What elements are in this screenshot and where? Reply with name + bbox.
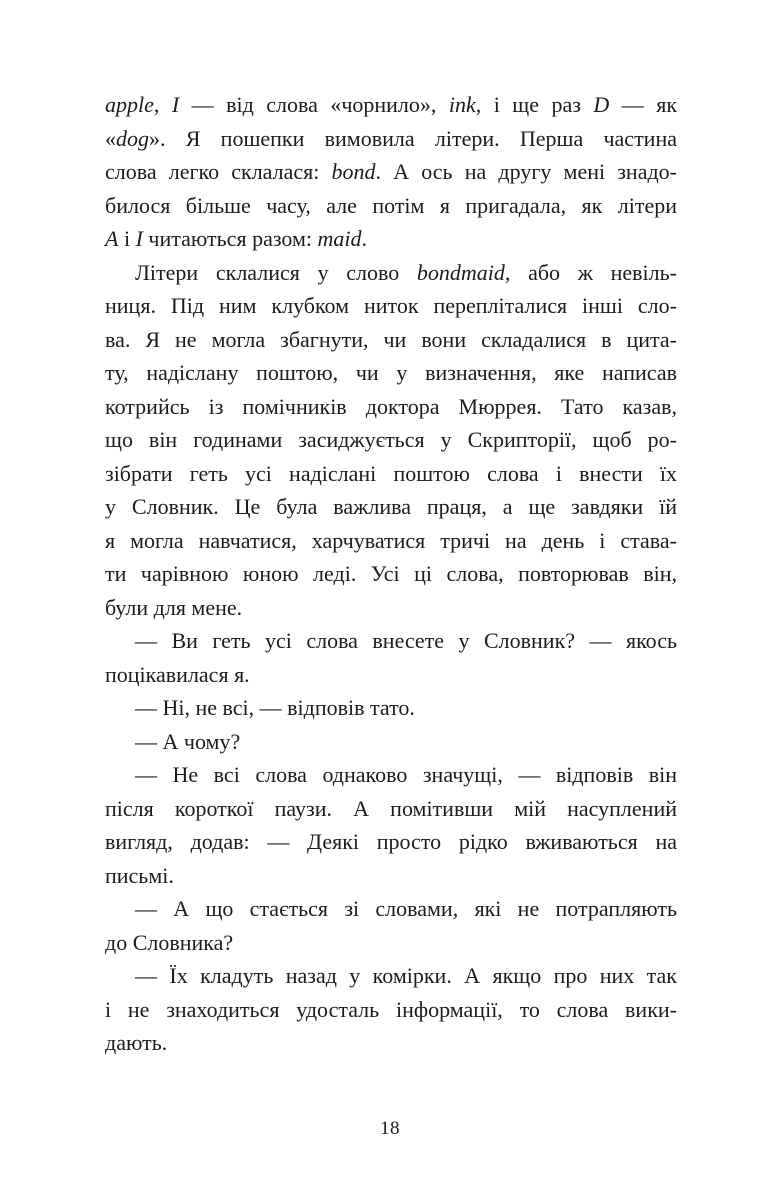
text-line bbox=[105, 524, 677, 558]
italic-run: I bbox=[171, 92, 180, 117]
text-line bbox=[105, 557, 677, 591]
text-run: ». Я пошепки вимовила літери. Перша частина bbox=[149, 125, 677, 151]
text-run: ту, надіслану поштою, чи у визначення, яке написав bbox=[105, 360, 677, 385]
italic-run: D bbox=[593, 92, 610, 117]
text-run: у Словник. Це була важлива праця, а ще завдяки їй bbox=[105, 494, 677, 519]
text-line bbox=[105, 993, 677, 1027]
text-run: . А ось на другу мені знадо- bbox=[375, 159, 677, 184]
text-line bbox=[105, 256, 677, 290]
text-run: я могла навчатися, харчуватися тричі на день і става- bbox=[105, 527, 677, 553]
text-line bbox=[105, 222, 677, 256]
italic-run: dog bbox=[116, 125, 149, 151]
text-line bbox=[105, 758, 677, 792]
text-block bbox=[105, 88, 677, 1060]
paragraph bbox=[105, 691, 677, 725]
paragraph bbox=[105, 725, 677, 759]
italic-run: apple bbox=[105, 92, 154, 117]
page-number: 18 bbox=[380, 1118, 400, 1139]
text-run: — А чому? bbox=[135, 728, 241, 754]
text-line bbox=[105, 88, 677, 122]
text-run: були для мене. bbox=[105, 594, 243, 620]
paragraph bbox=[105, 88, 677, 256]
text-line bbox=[105, 457, 677, 491]
text-line bbox=[105, 189, 677, 223]
text-line bbox=[105, 959, 677, 993]
paragraph bbox=[105, 959, 677, 1060]
italic-run: A bbox=[105, 226, 119, 251]
text-run: — як bbox=[609, 92, 678, 117]
text-line bbox=[105, 859, 677, 893]
text-run: , bbox=[153, 92, 172, 117]
paragraph bbox=[105, 892, 677, 959]
text-run: . bbox=[361, 226, 368, 251]
text-line bbox=[105, 658, 677, 692]
text-run: письмі. bbox=[105, 862, 174, 888]
text-line bbox=[105, 390, 677, 424]
text-run: вигляд, додав: — Деякі просто рідко вживаються на bbox=[105, 829, 677, 854]
text-line bbox=[105, 490, 677, 524]
text-line bbox=[105, 892, 677, 926]
text-line bbox=[105, 289, 677, 323]
text-run: ва. Я не могла збагнути, чи вони складалися в цита- bbox=[105, 326, 677, 352]
text-run: , або ж невіль- bbox=[504, 259, 677, 285]
text-run: ти чарівною юною леді. Усі ці слова, повторював він, bbox=[105, 561, 677, 586]
text-run: , і ще раз bbox=[475, 92, 594, 117]
text-run: « bbox=[105, 125, 116, 151]
text-line bbox=[105, 725, 677, 759]
text-run: котрийсь із помічників доктора Мюррея. Тато казав, bbox=[105, 393, 677, 419]
text-line bbox=[105, 423, 677, 457]
text-run: ниця. Під ним клубком ниток перепліталися інші сло- bbox=[105, 293, 677, 318]
paragraph bbox=[105, 256, 677, 625]
text-run: билося більше часу, але потім я пригадала, як літери bbox=[105, 192, 677, 218]
text-line bbox=[105, 926, 677, 960]
text-run: слова легко склалася: bbox=[105, 159, 332, 184]
text-run: — Ні, не всі, — відповів тато. bbox=[135, 695, 415, 720]
text-line bbox=[105, 792, 677, 826]
text-run: — від слова «чорнило», bbox=[179, 92, 449, 117]
italic-run: ink bbox=[448, 92, 476, 117]
text-run: Літери склалися у слово bbox=[135, 259, 417, 285]
text-run: і не знаходиться удосталь інформації, то слова вики- bbox=[105, 996, 677, 1022]
text-run: — Ви геть усі слова внесете у Словник? — якось bbox=[135, 628, 677, 653]
text-line bbox=[105, 356, 677, 390]
text-line bbox=[105, 1026, 677, 1060]
text-run: поцікавилася я. bbox=[105, 661, 250, 687]
text-run: дають. bbox=[105, 1030, 168, 1055]
paragraph bbox=[105, 624, 677, 691]
text-line bbox=[105, 691, 677, 725]
italic-run: maid bbox=[317, 226, 362, 251]
text-line bbox=[105, 122, 677, 156]
italic-run: bond bbox=[331, 159, 376, 184]
text-line bbox=[105, 591, 677, 625]
text-run: — Не всі слова однаково значущі, — відповів він bbox=[135, 762, 677, 787]
italic-run: I bbox=[135, 226, 143, 251]
text-run: — Їх кладуть назад у комірки. А якщо про них так bbox=[135, 963, 677, 988]
text-run: і bbox=[118, 226, 136, 251]
italic-run: bondmaid bbox=[416, 259, 505, 285]
text-line bbox=[105, 624, 677, 658]
text-run: читаються разом: bbox=[142, 226, 318, 251]
text-line bbox=[105, 155, 677, 189]
text-run: — А що стається зі словами, які не потрапляють bbox=[135, 896, 677, 921]
text-line bbox=[105, 323, 677, 357]
text-run: до Словника? bbox=[105, 929, 234, 955]
text-run: після короткої паузи. А помітивши мій насуплений bbox=[105, 795, 677, 821]
text-line bbox=[105, 825, 677, 859]
paragraph bbox=[105, 758, 677, 892]
text-run: що він годинами засиджується у Скрипторії, щоб ро- bbox=[105, 427, 677, 452]
text-run: зібрати геть усі надіслані поштою слова і внести їх bbox=[105, 460, 677, 486]
